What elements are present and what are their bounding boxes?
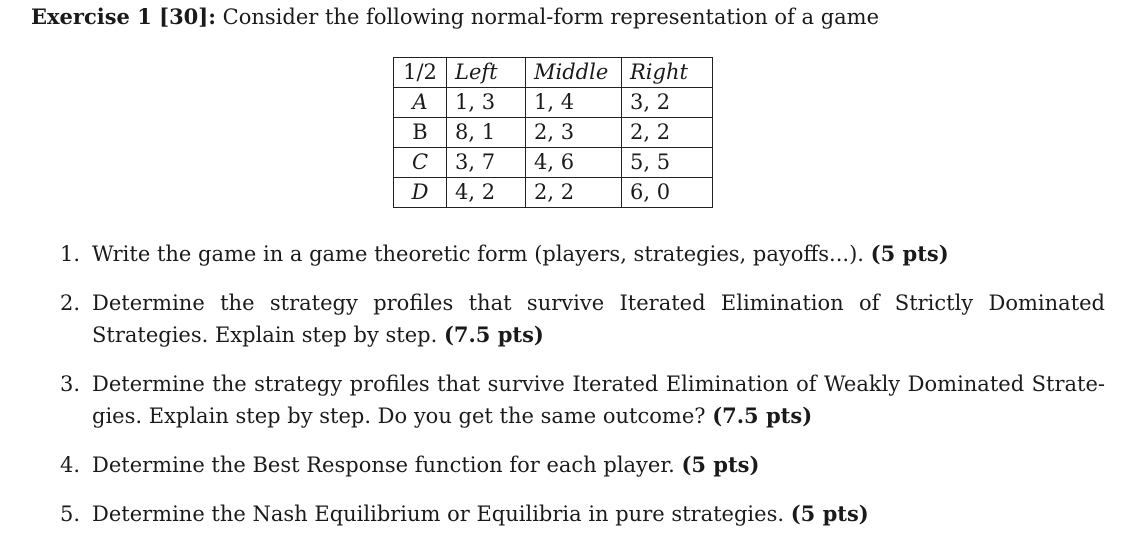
column-header-middle: Middle: [526, 58, 622, 88]
payoff-cell: 3, 7: [447, 148, 526, 178]
question-number: 1.: [60, 242, 81, 266]
table-header-row: [394, 58, 713, 88]
row-label-d: D: [394, 178, 447, 208]
row-label-a: A: [394, 88, 447, 118]
payoff-cell: 2, 3: [526, 118, 622, 148]
table-row: [394, 118, 713, 148]
player-corner-cell: 1/2: [394, 58, 447, 88]
row-label-b: B: [394, 118, 447, 148]
question-number: 4.: [60, 453, 81, 477]
payoff-cell: 2, 2: [622, 118, 713, 148]
payoff-cell: 5, 5: [622, 148, 713, 178]
question-points: (5 pts): [870, 241, 949, 266]
column-header-left: Left: [447, 58, 526, 88]
question-number: 3.: [60, 372, 81, 396]
payoff-cell: 3, 2: [622, 88, 713, 118]
question-item: [60, 498, 1105, 530]
question-text: Determine the Best Response function for each player.: [92, 453, 675, 477]
payoff-cell: 1, 4: [526, 88, 622, 118]
table-row: [394, 178, 713, 208]
table-row: [394, 148, 713, 178]
question-text: Write the game in a game theoretic form (players, strategies, payoffs...).: [92, 242, 864, 266]
question-item: [60, 287, 1105, 351]
question-text: Determine the strategy profiles that survive Iterated Elimination of Weakly Dominated Strate-gies. Explain step by step. Do you get the same outcome?: [92, 372, 1105, 428]
question-points: (5 pts): [681, 452, 760, 477]
question-text: Determine the strategy profiles that survive Iterated Elimination of Strictly Dominated Strategies. Explain step by step.: [92, 291, 1105, 347]
exercise-heading: Exercise 1 [30]:: [31, 4, 216, 29]
payoff-cell: 6, 0: [622, 178, 713, 208]
payoff-cell: 8, 1: [447, 118, 526, 148]
question-item: [60, 238, 1105, 270]
exercise-title: [31, 4, 879, 29]
question-item: [60, 368, 1105, 432]
payoff-matrix: [393, 57, 713, 208]
question-points: (7.5 pts): [443, 322, 544, 347]
question-text: Determine the Nash Equilibrium or Equilibria in pure strategies.: [92, 502, 785, 526]
question-points: (7.5 pts): [712, 403, 813, 428]
exercise-intro: Consider the following normal-form representation of a game: [222, 5, 880, 29]
table-row: [394, 88, 713, 118]
question-list: [60, 238, 1105, 547]
payoff-cell: 1, 3: [447, 88, 526, 118]
question-item: [60, 449, 1105, 481]
payoff-cell: 4, 6: [526, 148, 622, 178]
row-label-c: C: [394, 148, 447, 178]
payoff-cell: 4, 2: [447, 178, 526, 208]
question-number: 5.: [60, 502, 81, 526]
column-header-right: Right: [622, 58, 713, 88]
question-number: 2.: [60, 291, 81, 315]
question-points: (5 pts): [790, 501, 869, 526]
payoff-cell: 2, 2: [526, 178, 622, 208]
